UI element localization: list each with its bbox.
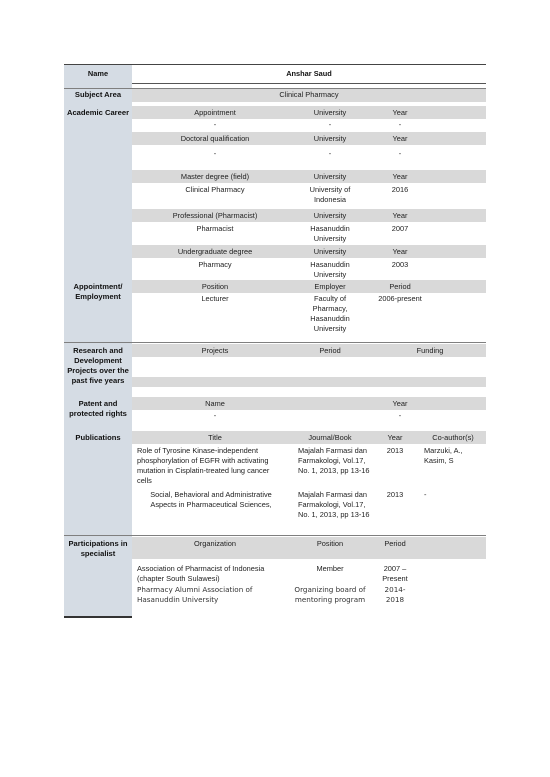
participation-period: 2007 – Present: [382, 564, 408, 583]
publication-journal: Majalah Farmasi dan Farmakologi, Vol.17, No. 1, 2013, pp 13-16: [298, 446, 370, 475]
publication-coauthors: -: [424, 490, 427, 499]
master-value: Clinical Pharmacy: [185, 185, 245, 194]
appointment-year-value: -: [398, 120, 402, 129]
academic-career-label: Academic Career: [66, 108, 130, 117]
professional-university-value: Hasanuddin University: [310, 224, 350, 243]
patent-name-value: -: [213, 411, 217, 420]
appointment-value: -: [213, 120, 217, 129]
employment-period-value: 2006-present: [378, 294, 422, 303]
publication-year: 2013: [386, 490, 404, 499]
professional-year-value: 2007: [391, 224, 409, 233]
participation-position-header: Position: [316, 539, 344, 548]
doctoral-col-header: Doctoral qualification: [180, 134, 250, 143]
employment-position-value: Lecturer: [201, 294, 229, 303]
publications-coauthors-header: Co-author(s): [432, 433, 474, 442]
appointment-year-header: Year: [392, 108, 408, 117]
publication-title: Social, Behavioral and Administrative Aspects in Pharmaceutical Sciences,: [150, 490, 272, 509]
doctoral-university-value: -: [328, 149, 332, 158]
professional-col-header: Professional (Pharmacist): [172, 211, 258, 220]
doctoral-year-header: Year: [392, 134, 408, 143]
research-rule: [64, 342, 486, 343]
undergrad-year-value: 2003: [391, 260, 409, 269]
participation-rule: [64, 535, 486, 536]
professional-value: Pharmacist: [196, 224, 234, 233]
employment-position-header: Position: [201, 282, 229, 291]
participation-position: Member: [316, 564, 344, 573]
patent-year-value: -: [398, 411, 402, 420]
doctoral-value: -: [213, 149, 217, 158]
patent-name-header: Name: [205, 399, 225, 408]
master-university-value: University of Indonesia: [309, 185, 351, 204]
publications-title-header: Title: [208, 433, 222, 442]
employment-period-header: Period: [389, 282, 411, 291]
research-label: Research and Development Projects over the past five years: [67, 346, 129, 385]
publication-coauthors: Marzuki, A., Kasim, S: [424, 446, 463, 465]
professional-year-header: Year: [392, 211, 408, 220]
appointment-university-header: University: [313, 108, 347, 117]
employment-employer-value: Faculty of Pharmacy, Hasanuddin University: [310, 294, 350, 333]
employment-employer-header: Employer: [314, 282, 346, 291]
master-year-header: Year: [392, 172, 408, 181]
top-rule: [64, 64, 486, 65]
doctoral-year-value: -: [398, 149, 402, 158]
undergrad-col-header: Undergraduate degree: [177, 247, 253, 256]
master-year-value: 2016: [391, 185, 409, 194]
patent-year-header: Year: [392, 399, 408, 408]
appointment-university-value: -: [328, 120, 332, 129]
participation-org-header: Organization: [194, 539, 236, 548]
research-funding-header: Funding: [416, 346, 444, 355]
research-period-header: Period: [319, 346, 341, 355]
subject-area-value: Clinical Pharmacy: [279, 90, 339, 99]
participation-org: Association of Pharmacist of Indonesia (chapter South Sulawesi): [137, 564, 265, 583]
master-university-header: University: [313, 172, 347, 181]
bottom-rule: [64, 616, 132, 618]
doctoral-university-header: University: [313, 134, 347, 143]
participations-label: Participations in specialist: [68, 539, 128, 558]
undergrad-year-header: Year: [392, 247, 408, 256]
master-col-header: Master degree (field): [180, 172, 250, 181]
subject-area-label: Subject Area: [74, 90, 122, 99]
publication-title: Role of Tyrosine Kinase-independent phosphorylation of EGFR with activating mutation in Cisplatin-treated lung cancer cells: [137, 446, 270, 485]
publications-year-header: Year: [387, 433, 403, 442]
publications-label: Publications: [75, 433, 121, 442]
patent-label: Patent and protected rights: [69, 399, 127, 418]
publications-journal-header: Journal/Book: [308, 433, 352, 442]
name-label: Name: [87, 69, 109, 78]
header-rule: [132, 83, 486, 84]
undergrad-university-value: Hasanuddin University: [310, 260, 350, 279]
professional-university-header: University: [313, 211, 347, 220]
research-band-2: [132, 377, 486, 387]
name-value: Anshar Saud: [286, 69, 332, 78]
publication-journal: Majalah Farmasi dan Farmakologi, Vol.17, No. 1, 2013, pp 13-16: [298, 490, 370, 519]
appointment-col-header: Appointment: [194, 108, 236, 117]
publication-year: 2013: [386, 446, 404, 455]
participation-position: Organizing board of mentoring program: [294, 585, 366, 605]
employment-label: Appointment/ Employment: [73, 282, 123, 301]
undergrad-value: Pharmacy: [198, 260, 232, 269]
participation-period-header: Period: [384, 539, 406, 548]
research-projects-header: Projects: [201, 346, 229, 355]
participation-period: 2014- 2018: [384, 585, 406, 605]
participation-org: Pharmacy Alumni Association of Hasanuddin University: [137, 585, 253, 605]
undergrad-university-header: University: [313, 247, 347, 256]
